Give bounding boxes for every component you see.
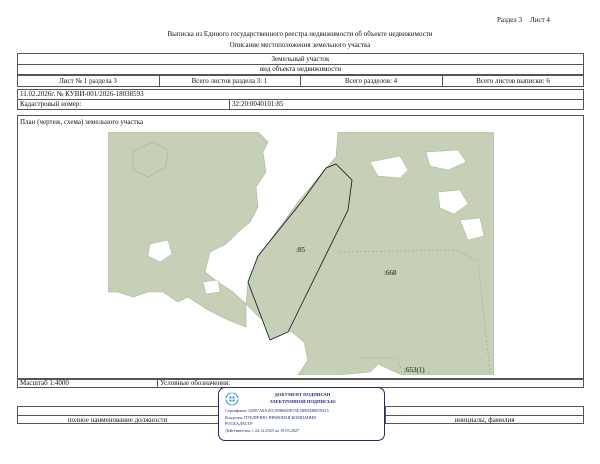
- gap-6: [203, 280, 220, 294]
- parcel-668-label: :668: [384, 269, 397, 277]
- stamp-line-2: ЭЛЕКТРОННОЙ ПОДПИСЬЮ: [269, 399, 336, 404]
- section-sheets-count: Всего листов раздела 3: 1: [191, 77, 268, 85]
- parcel-653-label: :653(1): [404, 366, 425, 374]
- date-number: 11.02.2026г. № КУВИ-001/2026-18038593: [20, 90, 144, 98]
- sheet-number: Лист № 1 раздела 3: [59, 77, 117, 85]
- divider: [17, 99, 584, 100]
- name-label: инициалы, фамилия: [454, 416, 515, 424]
- stamp-owner-2: РОСКАДАСТР: [225, 421, 253, 426]
- section-ref: Раздел 3: [497, 16, 523, 24]
- parcel-map-svg: [108, 132, 494, 375]
- scale-label: Масштаб 1:4000: [20, 379, 69, 387]
- stamp-line-1: ДОКУМЕНТ ПОДПИСАН: [274, 392, 331, 397]
- divider: [229, 99, 230, 110]
- sections-count: Всего разделов: 4: [344, 77, 398, 85]
- stamp-validity: Действителен: с 24.12.2025 по 19.03.2027: [225, 428, 300, 433]
- left-area: [108, 132, 268, 327]
- stamp-owner: Владелец: ПУБЛИЧНО-ПРАВОВАЯ КОМПАНИЯ: [225, 415, 316, 420]
- document-subtitle: Описание местоположения земельного участка: [229, 41, 371, 49]
- plan-map: [108, 132, 494, 375]
- position-label: полное наименование должности: [67, 416, 168, 424]
- document-title: Выписка из Единого государственного реестра недвижимости об объекте недвижимости: [167, 30, 433, 38]
- cadastral-label: Кадастровый номер:: [20, 100, 82, 108]
- legend-label: Условные обозначения:: [160, 379, 231, 387]
- divider: [157, 379, 158, 388]
- object-subtype: вид объекта недвижимости: [259, 65, 342, 73]
- plan-title: План (чертеж, схема) земельного участка: [20, 118, 144, 126]
- parcel-85-label: :85: [296, 246, 305, 254]
- sheet-ref: Лист 4: [530, 16, 550, 24]
- e-signature-stamp: [218, 387, 385, 441]
- stamp-certificate: Сертификат: 02997A8A1EC959B605E55E1B9D4B0078415: [225, 408, 329, 413]
- cadastral-number: 32:20:0040101:85: [232, 100, 284, 108]
- object-type: Земельный участок: [271, 55, 330, 63]
- extract-sheets-count: Всего листов выписки: 6: [476, 77, 550, 85]
